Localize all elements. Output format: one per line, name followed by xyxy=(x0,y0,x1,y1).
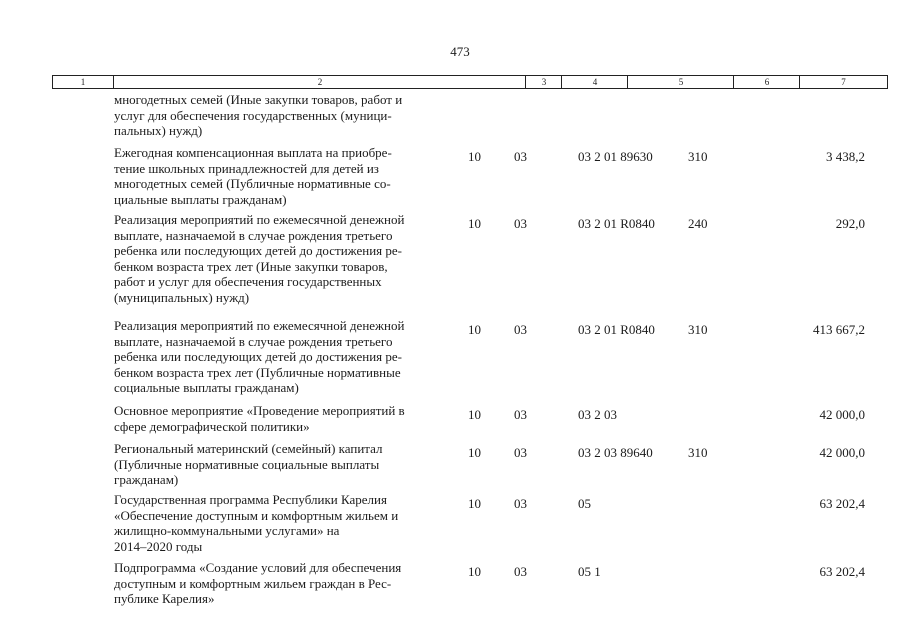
description-line: бенком возраста трех лет (Публичные нормативные xyxy=(114,364,401,380)
description-line: пальных) нужд) xyxy=(114,123,203,138)
description-line: социальные выплаты гражданам) xyxy=(114,380,299,395)
subsection-code: 03 xyxy=(514,149,527,164)
description-line: тение школьных принадлежностей для детей из xyxy=(114,160,379,176)
amount: 63 202,4 xyxy=(819,496,865,511)
header-col-6: 6 xyxy=(733,76,800,88)
row-description xyxy=(114,441,456,488)
subsection-code: 03 xyxy=(514,407,527,422)
section-code: 10 xyxy=(468,445,481,460)
amount: 63 202,4 xyxy=(819,564,865,579)
expense-type-code: 310 xyxy=(688,322,708,337)
row-description xyxy=(114,403,456,434)
subsection-code: 03 xyxy=(514,445,527,460)
target-article-code: 03 2 01 R0840 xyxy=(578,322,655,337)
target-article-code: 03 2 01 R0840 xyxy=(578,216,655,231)
page-number: 473 xyxy=(450,44,470,59)
description-line: (Публичные нормативные социальные выплаты xyxy=(114,456,380,472)
subsection-code: 03 xyxy=(514,322,527,337)
section-code: 10 xyxy=(468,564,481,579)
description-line: доступным и комфортным жильем граждан в Рес- xyxy=(114,575,392,591)
description-line: «Обеспечение доступным и комфортным жильем и xyxy=(114,507,399,523)
table-header xyxy=(52,75,888,89)
description-line: многодетных семей (Иные закупки товаров, работ и xyxy=(114,92,403,107)
description-line: циальные выплаты гражданам) xyxy=(114,191,287,207)
description-line: Основное мероприятие «Проведение мероприятий в xyxy=(114,403,405,418)
amount: 413 667,2 xyxy=(813,322,865,337)
header-col-3: 3 xyxy=(525,76,562,88)
expense-type-code: 310 xyxy=(688,445,708,460)
amount: 42 000,0 xyxy=(819,407,865,422)
description-line: работ и услуг для обеспечения государственных xyxy=(114,274,382,289)
row-description xyxy=(114,92,456,139)
description-line: Ежегодная компенсационная выплата на приобре- xyxy=(114,145,392,160)
section-code: 10 xyxy=(468,322,481,337)
expense-type-code: 240 xyxy=(688,216,708,231)
description-line: публике Карелия» xyxy=(114,591,215,606)
description-line: Региональный материнский (семейный) капитал xyxy=(114,441,383,456)
amount: 292,0 xyxy=(835,216,865,231)
subsection-code: 03 xyxy=(514,564,527,579)
subsection-code: 03 xyxy=(514,496,527,511)
subsection-code: 03 xyxy=(514,216,527,231)
section-code: 10 xyxy=(468,407,481,422)
row-description xyxy=(114,492,456,554)
target-article-code: 03 2 01 89630 xyxy=(578,149,653,164)
amount: 42 000,0 xyxy=(819,445,865,460)
row-description xyxy=(114,318,456,396)
header-col-4: 4 xyxy=(561,76,628,88)
description-line: бенком возраста трех лет (Иные закупки товаров, xyxy=(114,258,388,274)
description-line: гражданам) xyxy=(114,472,179,487)
description-line: ребенка или последующих детей до достижения ре- xyxy=(114,349,402,364)
amount: 3 438,2 xyxy=(826,149,865,164)
description-line: жилищно-коммунальными услугами» на xyxy=(114,523,340,538)
expense-type-code: 310 xyxy=(688,149,708,164)
description-line: Реализация мероприятий по ежемесячной денежной xyxy=(114,212,405,227)
section-code: 10 xyxy=(468,216,481,231)
description-line: услуг для обеспечения государственных (муници- xyxy=(114,107,392,123)
section-code: 10 xyxy=(468,149,481,164)
description-line: Реализация мероприятий по ежемесячной денежной xyxy=(114,318,405,333)
row-description xyxy=(114,145,456,207)
description-line: (муниципальных) нужд) xyxy=(114,289,250,305)
target-article-code: 03 2 03 xyxy=(578,407,617,422)
description-line: выплате, назначаемой в случае рождения третьего xyxy=(114,227,393,243)
header-col-1: 1 xyxy=(80,77,86,87)
header-col-5: 5 xyxy=(627,76,734,88)
target-article-code: 03 2 03 89640 xyxy=(578,445,653,460)
description-line: многодетных семей (Публичные нормативные со- xyxy=(114,176,391,191)
description-line: выплате, назначаемой в случае рождения третьего xyxy=(114,333,393,349)
description-line: Государственная программа Республики Карелия xyxy=(114,492,387,507)
header-col-2: 2 xyxy=(113,76,526,88)
row-description xyxy=(114,560,456,607)
description-line: ребенка или последующих детей до достижения ре- xyxy=(114,243,402,258)
section-code: 10 xyxy=(468,496,481,511)
target-article-code: 05 1 xyxy=(578,564,601,579)
header-col-7: 7 xyxy=(799,76,887,88)
description-line: 2014–2020 годы xyxy=(114,538,203,554)
description-line: сфере демографической политики» xyxy=(114,418,310,434)
row-description xyxy=(114,212,456,305)
target-article-code: 05 xyxy=(578,496,591,511)
description-line: Подпрограмма «Создание условий для обеспечения xyxy=(114,560,402,575)
